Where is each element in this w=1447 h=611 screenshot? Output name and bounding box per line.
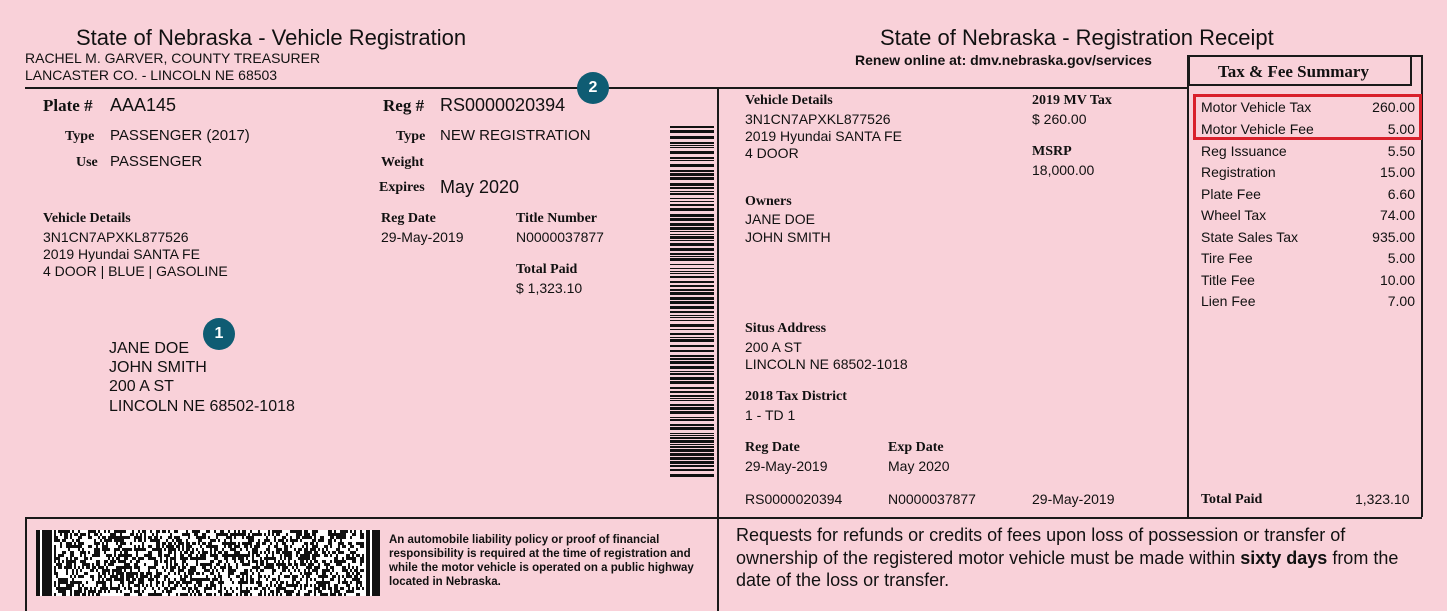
use-label: Use: [76, 155, 98, 170]
fee-label: Title Fee: [1201, 272, 1255, 288]
reg-type: NEW REGISTRATION: [440, 127, 591, 144]
fee-amount: 5.50: [1387, 143, 1415, 159]
fee-label: Lien Fee: [1201, 293, 1256, 309]
exp-date-value: May 2020: [888, 458, 950, 474]
refund-notice: [736, 524, 1416, 592]
tax-district-value: 1 - TD 1: [745, 407, 796, 423]
receipt-doors: 4 DOOR: [745, 145, 799, 161]
vehicle-use: PASSENGER: [110, 153, 203, 170]
owners-label: Owners: [745, 194, 792, 209]
callout-badge-1: 1: [203, 318, 235, 350]
fee-total-label: Total Paid: [1201, 492, 1263, 507]
fee-amount: 15.00: [1379, 164, 1415, 180]
renew-online-text: Renew online at: dmv.nebraska.gov/services: [855, 52, 1152, 68]
mv-tax-label: 2019 MV Tax: [1032, 93, 1112, 108]
fee-amount: 935.00: [1372, 229, 1415, 245]
vehicle-vin: 3N1CN7APXKL877526: [43, 229, 189, 245]
plate-number: AAA145: [110, 95, 177, 115]
fee-row-wheel-tax: [1201, 207, 1415, 228]
page-left-border: [25, 517, 27, 611]
bottom-rule: [25, 517, 1422, 519]
receipt-model: 2019 Hyundai SANTA FE: [745, 128, 902, 144]
center-divider: [717, 88, 719, 611]
weight-label: Weight: [381, 155, 424, 170]
fee-row-state-sales-tax: [1201, 229, 1415, 250]
address-city: LINCOLN NE 68502-1018: [109, 398, 295, 415]
address-name-2: JOHN SMITH: [109, 359, 207, 376]
fee-row-title-fee: [1201, 272, 1415, 293]
vehicle-description: 4 DOOR | BLUE | GASOLINE: [43, 263, 228, 279]
fee-amount: 5.00: [1387, 250, 1415, 266]
fee-label: State Sales Tax: [1201, 229, 1299, 245]
fee-row-plate-fee: [1201, 186, 1415, 207]
receipt-vin: 3N1CN7APXKL877526: [745, 111, 891, 127]
fee-total-value: 1,323.10: [1355, 491, 1410, 507]
type-label: Type: [65, 129, 95, 144]
fee-amount: 10.00: [1379, 272, 1415, 288]
fee-amount: 74.00: [1379, 207, 1415, 223]
treasurer-name: RACHEL M. GARVER, COUNTY TREASURER: [25, 50, 321, 66]
callout-badge-2: 2: [577, 72, 609, 104]
fee-label: Registration: [1201, 164, 1276, 180]
address-street: 200 A ST: [109, 378, 174, 395]
registration-title: State of Nebraska - Vehicle Registration: [76, 25, 467, 50]
fee-row-registration: [1201, 164, 1415, 185]
receipt-vehicle-details-label: Vehicle Details: [745, 93, 833, 108]
fee-label: Motor Vehicle Fee: [1201, 121, 1314, 137]
fee-row-reg-issuance: [1201, 143, 1415, 164]
fee-column-divider: [1187, 55, 1189, 517]
footer-reg-number: RS0000020394: [745, 491, 843, 507]
fee-row-lien-fee: [1201, 293, 1415, 314]
owner-1: JANE DOE: [745, 211, 816, 227]
refund-text-2: from the date of the loss or transfer.: [736, 547, 1399, 590]
situs-address-label: Situs Address: [745, 321, 827, 336]
reg-type-label: Type: [396, 129, 426, 144]
address-name-1: JANE DOE: [109, 340, 190, 357]
vehicle-details-label: Vehicle Details: [43, 211, 131, 226]
msrp-value: 18,000.00: [1032, 162, 1095, 178]
vertical-barcode: [670, 126, 714, 480]
footer-title-number: N0000037877: [888, 491, 976, 507]
pdf417-barcode: [36, 530, 380, 596]
msrp-label: MSRP: [1032, 144, 1072, 159]
county-address: LANCASTER CO. - LINCOLN NE 68503: [25, 67, 278, 83]
receipt-reg-date-label: Reg Date: [745, 440, 800, 455]
receipt-reg-date: 29-May-2019: [745, 458, 828, 474]
mv-tax-value: $ 260.00: [1032, 111, 1087, 127]
reg-label: Reg #: [383, 96, 425, 115]
reg-date: 29-May-2019: [381, 229, 464, 245]
plate-label: Plate #: [43, 96, 93, 115]
fee-label: Reg Issuance: [1201, 143, 1287, 159]
situs-street: 200 A ST: [745, 339, 802, 355]
total-paid: $ 1,323.10: [516, 280, 583, 296]
fee-highlight-box: [1193, 94, 1422, 140]
refund-text-1: Requests for refunds or credits of fees upon loss of possession or transfer of ownership of the registered motor vehicle must be made within: [736, 525, 1346, 568]
owner-2: JOHN SMITH: [745, 229, 831, 245]
reg-number: RS0000020394: [440, 95, 566, 115]
fee-summary-title: Tax & Fee Summary: [1218, 62, 1369, 81]
exp-date-label: Exp Date: [888, 440, 944, 455]
expires-value: May 2020: [440, 177, 520, 197]
footer-date: 29-May-2019: [1032, 491, 1115, 507]
situs-city: LINCOLN NE 68502-1018: [745, 356, 908, 372]
insurance-notice: An automobile liability policy or proof of financial responsibility is required at the time of registration and while the motor vehicle is operated on a public highway located in Nebraska.: [389, 534, 694, 588]
fee-label: Wheel Tax: [1201, 207, 1267, 223]
vehicle-type: PASSENGER (2017): [110, 127, 250, 144]
vehicle-model: 2019 Hyundai SANTA FE: [43, 246, 200, 262]
fee-amount: 7.00: [1387, 293, 1415, 309]
reg-date-label: Reg Date: [381, 211, 436, 226]
fee-row-tire-fee: [1201, 250, 1415, 271]
fee-label: Tire Fee: [1201, 250, 1253, 266]
receipt-title: State of Nebraska - Registration Receipt: [880, 25, 1274, 50]
total-paid-label: Total Paid: [516, 262, 578, 277]
title-number: N0000037877: [516, 229, 604, 245]
fee-amount: 260.00: [1372, 99, 1415, 115]
title-number-label: Title Number: [516, 211, 598, 226]
tax-district-label: 2018 Tax District: [745, 389, 847, 404]
fee-amount: 6.60: [1387, 186, 1415, 202]
fee-label: Motor Vehicle Tax: [1201, 99, 1312, 115]
expires-label: Expires: [379, 180, 425, 195]
fee-amount: 5.00: [1387, 121, 1415, 137]
fee-label: Plate Fee: [1201, 186, 1261, 202]
refund-emphasis: sixty days: [1240, 547, 1328, 568]
